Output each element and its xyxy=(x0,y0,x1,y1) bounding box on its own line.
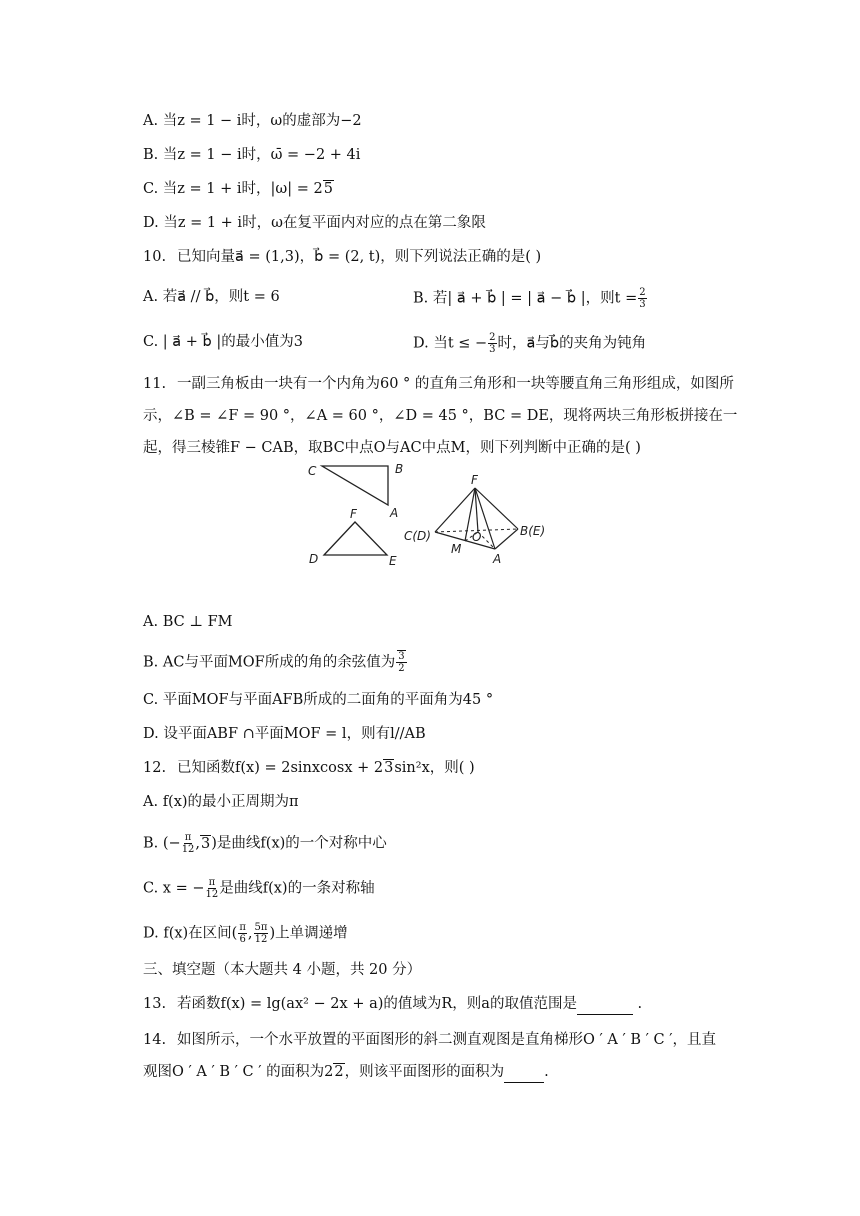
label-b: B xyxy=(395,462,404,476)
q11-stem-line3: 起，得三棱锥F − CAB，取BC中点O与AC中点M，则下列判断中正确的是( ) xyxy=(143,440,641,456)
q12-option-b: B. (− $\frac{\pi}{12}$ ,3)是曲线f(x)的一个对称中心 xyxy=(143,832,387,855)
q10-stem: 10. 已知向量a⃗ = (1,3)，b⃗ = (2, t)，则下列说法正确的是( ) xyxy=(143,249,542,265)
q11-option-a: A. BC ⊥ FM xyxy=(143,614,233,630)
q12-option-a: A. f(x)的最小正周期为π xyxy=(143,794,299,810)
q9-option-c: C. 当z = 1 + i时，|ω| = 25 xyxy=(143,181,333,197)
triangle-figure xyxy=(300,455,570,575)
q11-option-d: D. 设平面ABF ∩平面MOF = l，则有l//AB xyxy=(143,726,426,742)
q9-option-d: D. 当z = 1 + i时，ω在复平面内对应的点在第二象限 xyxy=(143,215,486,231)
answer-blank[interactable] xyxy=(577,994,633,1015)
fraction: $\frac{\pi}{6}$ xyxy=(239,922,246,945)
q11-option-b: B. AC与平面MOF所成的角的余弦值为 $\frac{3}{2}$ xyxy=(143,651,405,674)
fraction: $\frac{5\pi}{12}$ xyxy=(254,922,268,945)
label-d: D xyxy=(309,552,319,566)
q10-option-d: D. 当t ≤ − $\frac{2}{3}$ 时，a⃗与b⃗的夹角为钝角 xyxy=(413,332,647,355)
q9-option-b: B. 当z = 1 − i时，ω̄ = −2 + 4i xyxy=(143,147,361,163)
q12-stem: 12. 已知函数f(x) = 2sinxcosx + 23sin²x，则( ) xyxy=(143,760,475,776)
question-number: 14. xyxy=(143,1032,167,1048)
label-a: A xyxy=(390,506,399,520)
fraction: $\frac{3}{2}$ xyxy=(398,651,405,674)
q12-option-c: C. x = − $\frac{\pi}{12}$ 是曲线f(x)的一条对称轴 xyxy=(143,877,375,900)
label-be: B(E) xyxy=(520,524,546,538)
label-o: O xyxy=(472,530,482,544)
fraction: $\frac{\pi}{12}$ xyxy=(181,832,195,855)
q11-option-c: C. 平面MOF与平面AFB所成的二面角的平面角为45 ° xyxy=(143,692,494,708)
fraction: $\frac{2}{3}$ xyxy=(639,287,646,310)
section-heading: 三、填空题（本大题共 4 小题，共 20 分） xyxy=(143,962,422,978)
q10-option-b: B. 若| a⃗ + b⃗ | = | a⃗ − b⃗ |，则t = $\frac{2}{3}$ xyxy=(413,287,646,310)
label-cd: C(D) xyxy=(404,529,431,543)
label-c: C xyxy=(308,464,317,478)
label-a-pyramid: A xyxy=(493,552,502,566)
fraction: $\frac{2}{3}$ xyxy=(489,332,496,355)
answer-blank[interactable] xyxy=(504,1062,544,1083)
q12-option-d: D. f(x)在区间( $\frac{\pi}{6}$ , $\frac{5\pi}{12}$ )上单调递增 xyxy=(143,922,348,945)
fraction: $\frac{\pi}{12}$ xyxy=(205,877,219,900)
question-number: 11. xyxy=(143,376,167,392)
question-number: 13. xyxy=(143,996,167,1012)
q14-stem-line2: 观图O ′ A ′ B ′ C ′ 的面积为22，则该平面图形的面积为 . xyxy=(143,1062,549,1083)
label-f-pyramid: F xyxy=(471,473,478,487)
question-number: 12. xyxy=(143,760,167,776)
q14-stem-line1: 14. 如图所示，一个水平放置的平面图形的斜二测直观图是直角梯形O ′ A ′ B ′ C ′，且直 xyxy=(143,1032,717,1048)
q11-stem-line1: 11. 一副三角板由一块有一个内角为60 ° 的直角三角形和一块等腰直角三角形组成，如图所 xyxy=(143,376,734,392)
question-number: 10. xyxy=(143,249,167,265)
q10-option-a: A. 若a⃗ // b⃗，则t = 6 xyxy=(143,289,280,305)
label-m: M xyxy=(451,542,462,556)
sqrt: 5 xyxy=(323,181,333,197)
q11-stem-line2: 示，∠B = ∠F = 90 °，∠A = 60 °，∠D = 45 °，BC = DE，现将两块三角形板拼接在一 xyxy=(143,408,738,424)
label-e: E xyxy=(389,554,397,568)
q13-stem: 13. 若函数f(x) = lg(ax² − 2x + a)的值域为R，则a的取值范围是 . xyxy=(143,994,642,1015)
label-f: F xyxy=(350,507,357,521)
q10-option-c: C. | a⃗ + b⃗ |的最小值为3 xyxy=(143,334,303,350)
q9-option-a: A. 当z = 1 − i时，ω的虚部为−2 xyxy=(143,113,362,129)
